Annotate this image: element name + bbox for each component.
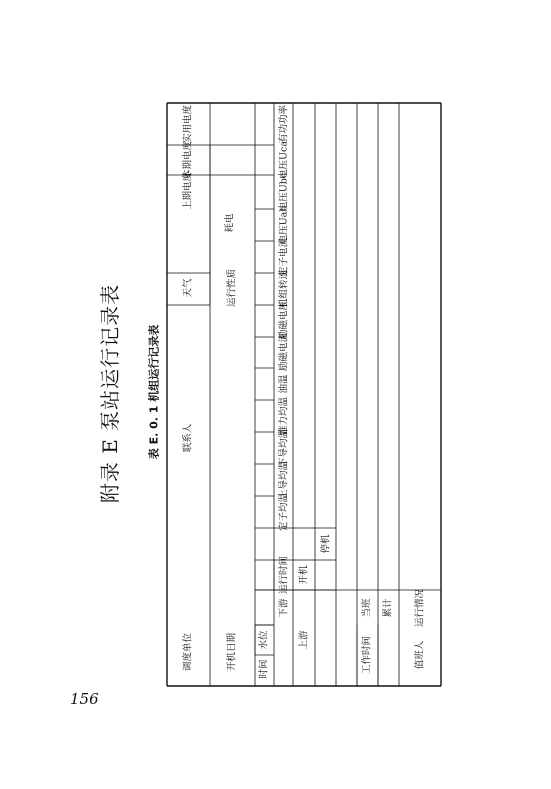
header-upper-guide-temp: 上导均温	[278, 460, 290, 500]
header-operation-nature: 运行性质	[226, 268, 238, 308]
header-contact-person: 联系人	[182, 423, 194, 453]
header-downstream: 下游	[278, 598, 290, 618]
header-lower-guide-temp: 下导均温	[278, 428, 290, 468]
header-start-date: 开机日期	[226, 632, 238, 672]
header-excitation-voltage: 励磁电压	[278, 300, 290, 340]
header-stator-current: 定子电流	[278, 237, 290, 277]
header-stop: 停机	[320, 534, 332, 554]
header-work-time: 工作时间	[361, 635, 373, 675]
header-oil-temp: 油温	[278, 374, 290, 394]
header-start: 开机	[298, 565, 310, 585]
header-thrust-temp: 推力均温	[278, 396, 290, 436]
header-duty-person: 值班人	[414, 640, 426, 670]
header-time: 时间	[258, 659, 270, 679]
header-this-shift: 当班	[361, 598, 373, 618]
header-cumulative: 累计	[382, 598, 394, 618]
table-caption: 表 E. 0. 1 机组运行记录表	[146, 324, 160, 460]
header-prev-meter: 上期电度	[182, 171, 194, 211]
header-voltage-uca: 电压Uca	[278, 141, 290, 179]
header-dispatch-unit: 调度单位	[182, 632, 194, 672]
header-curr-meter: 本期电度	[182, 140, 194, 180]
header-power-consumption: 耗电	[224, 213, 236, 233]
header-unit-speed: 机组转速	[278, 269, 290, 309]
header-run-time: 运行时间	[278, 555, 290, 595]
header-active-power: 有功功率	[278, 104, 290, 144]
header-weather: 天气	[182, 278, 194, 298]
page-number: 156	[70, 690, 99, 708]
header-water-level: 水位	[258, 630, 270, 650]
appendix-title: 附录 E 泵站运行记录表	[97, 283, 122, 503]
header-voltage-ubc: 电压Ubc	[278, 172, 290, 212]
header-voltage-uab: 电压Uab	[278, 205, 290, 245]
header-stator-avg-temp: 定子均温	[278, 492, 290, 532]
header-upstream: 上游	[298, 630, 310, 650]
header-excitation-current: 励磁电流	[278, 332, 290, 372]
header-actual-power: 实用电度	[182, 104, 194, 144]
header-operation-status: 运行情况	[414, 588, 426, 628]
